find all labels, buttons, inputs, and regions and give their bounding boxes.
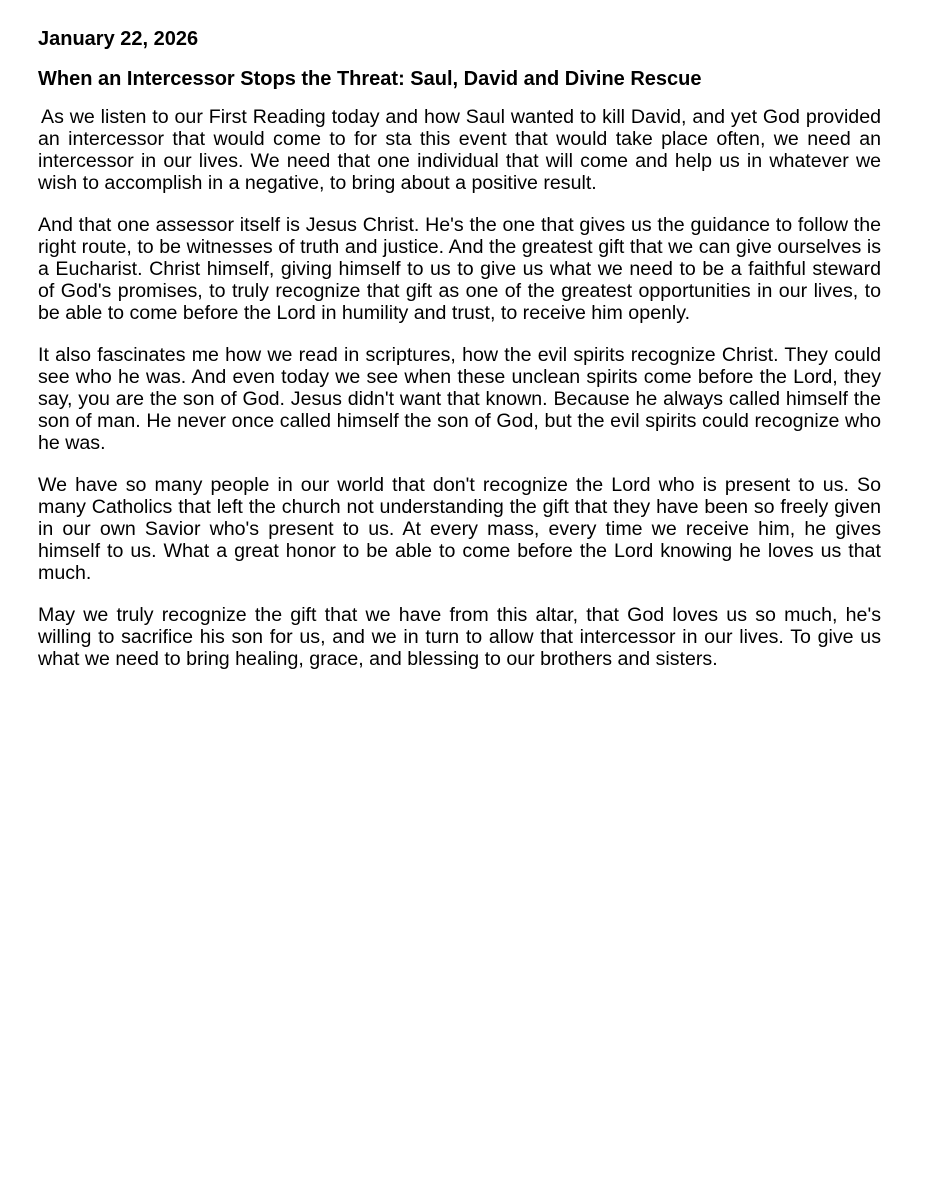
body-paragraph-4: We have so many people in our world that don't recognize the Lord who is present to us. So many Catholics that left the church not understanding the gift that they have been so freely given in our own Savior who's present to us. At every mass, every time we receive him, he gives himself to us. What a great honor to be able to come before the Lord knowing he loves us that much. (38, 474, 881, 584)
document-title: When an Intercessor Stops the Threat: Saul, David and Divine Rescue (38, 68, 702, 90)
body-paragraph-2: And that one assessor itself is Jesus Christ. He's the one that gives us the guidance to follow the right route, to be witnesses of truth and justice. And the greatest gift that we can give ourselves is a Eucharist. Christ himself, giving himself to us to give us what we need to be a faithful steward of God's promises, to truly recognize that gift as one of the greatest opportunities in our lives, to be able to come before the Lord in humility and trust, to receive him openly. (38, 214, 881, 324)
body-paragraph-1: As we listen to our First Reading today and how Saul wanted to kill David, and yet God provided an intercessor that would come to for sta this event that would take place often, we need an intercessor in our lives. We need that one individual that will come and help us in whatever we wish to accomplish in a negative, to bring about a positive result. (38, 106, 881, 194)
document-date: January 22, 2026 (38, 28, 199, 50)
body-paragraph-3: It also fascinates me how we read in scriptures, how the evil spirits recognize Christ. They could see who he was. And even today we see when these unclean spirits come before the Lord, they say, you are the son of God. Jesus didn't want that known. Because he always called himself the son of man. He never once called himself the son of God, but the evil spirits could recognize who he was. (38, 344, 881, 454)
document-page (38, 26, 881, 690)
body-paragraph-5: May we truly recognize the gift that we have from this altar, that God loves us so much, he's willing to sacrifice his son for us, and we in turn to allow that intercessor in our lives. To give us what we need to bring healing, grace, and blessing to our brothers and sisters. (38, 604, 881, 670)
